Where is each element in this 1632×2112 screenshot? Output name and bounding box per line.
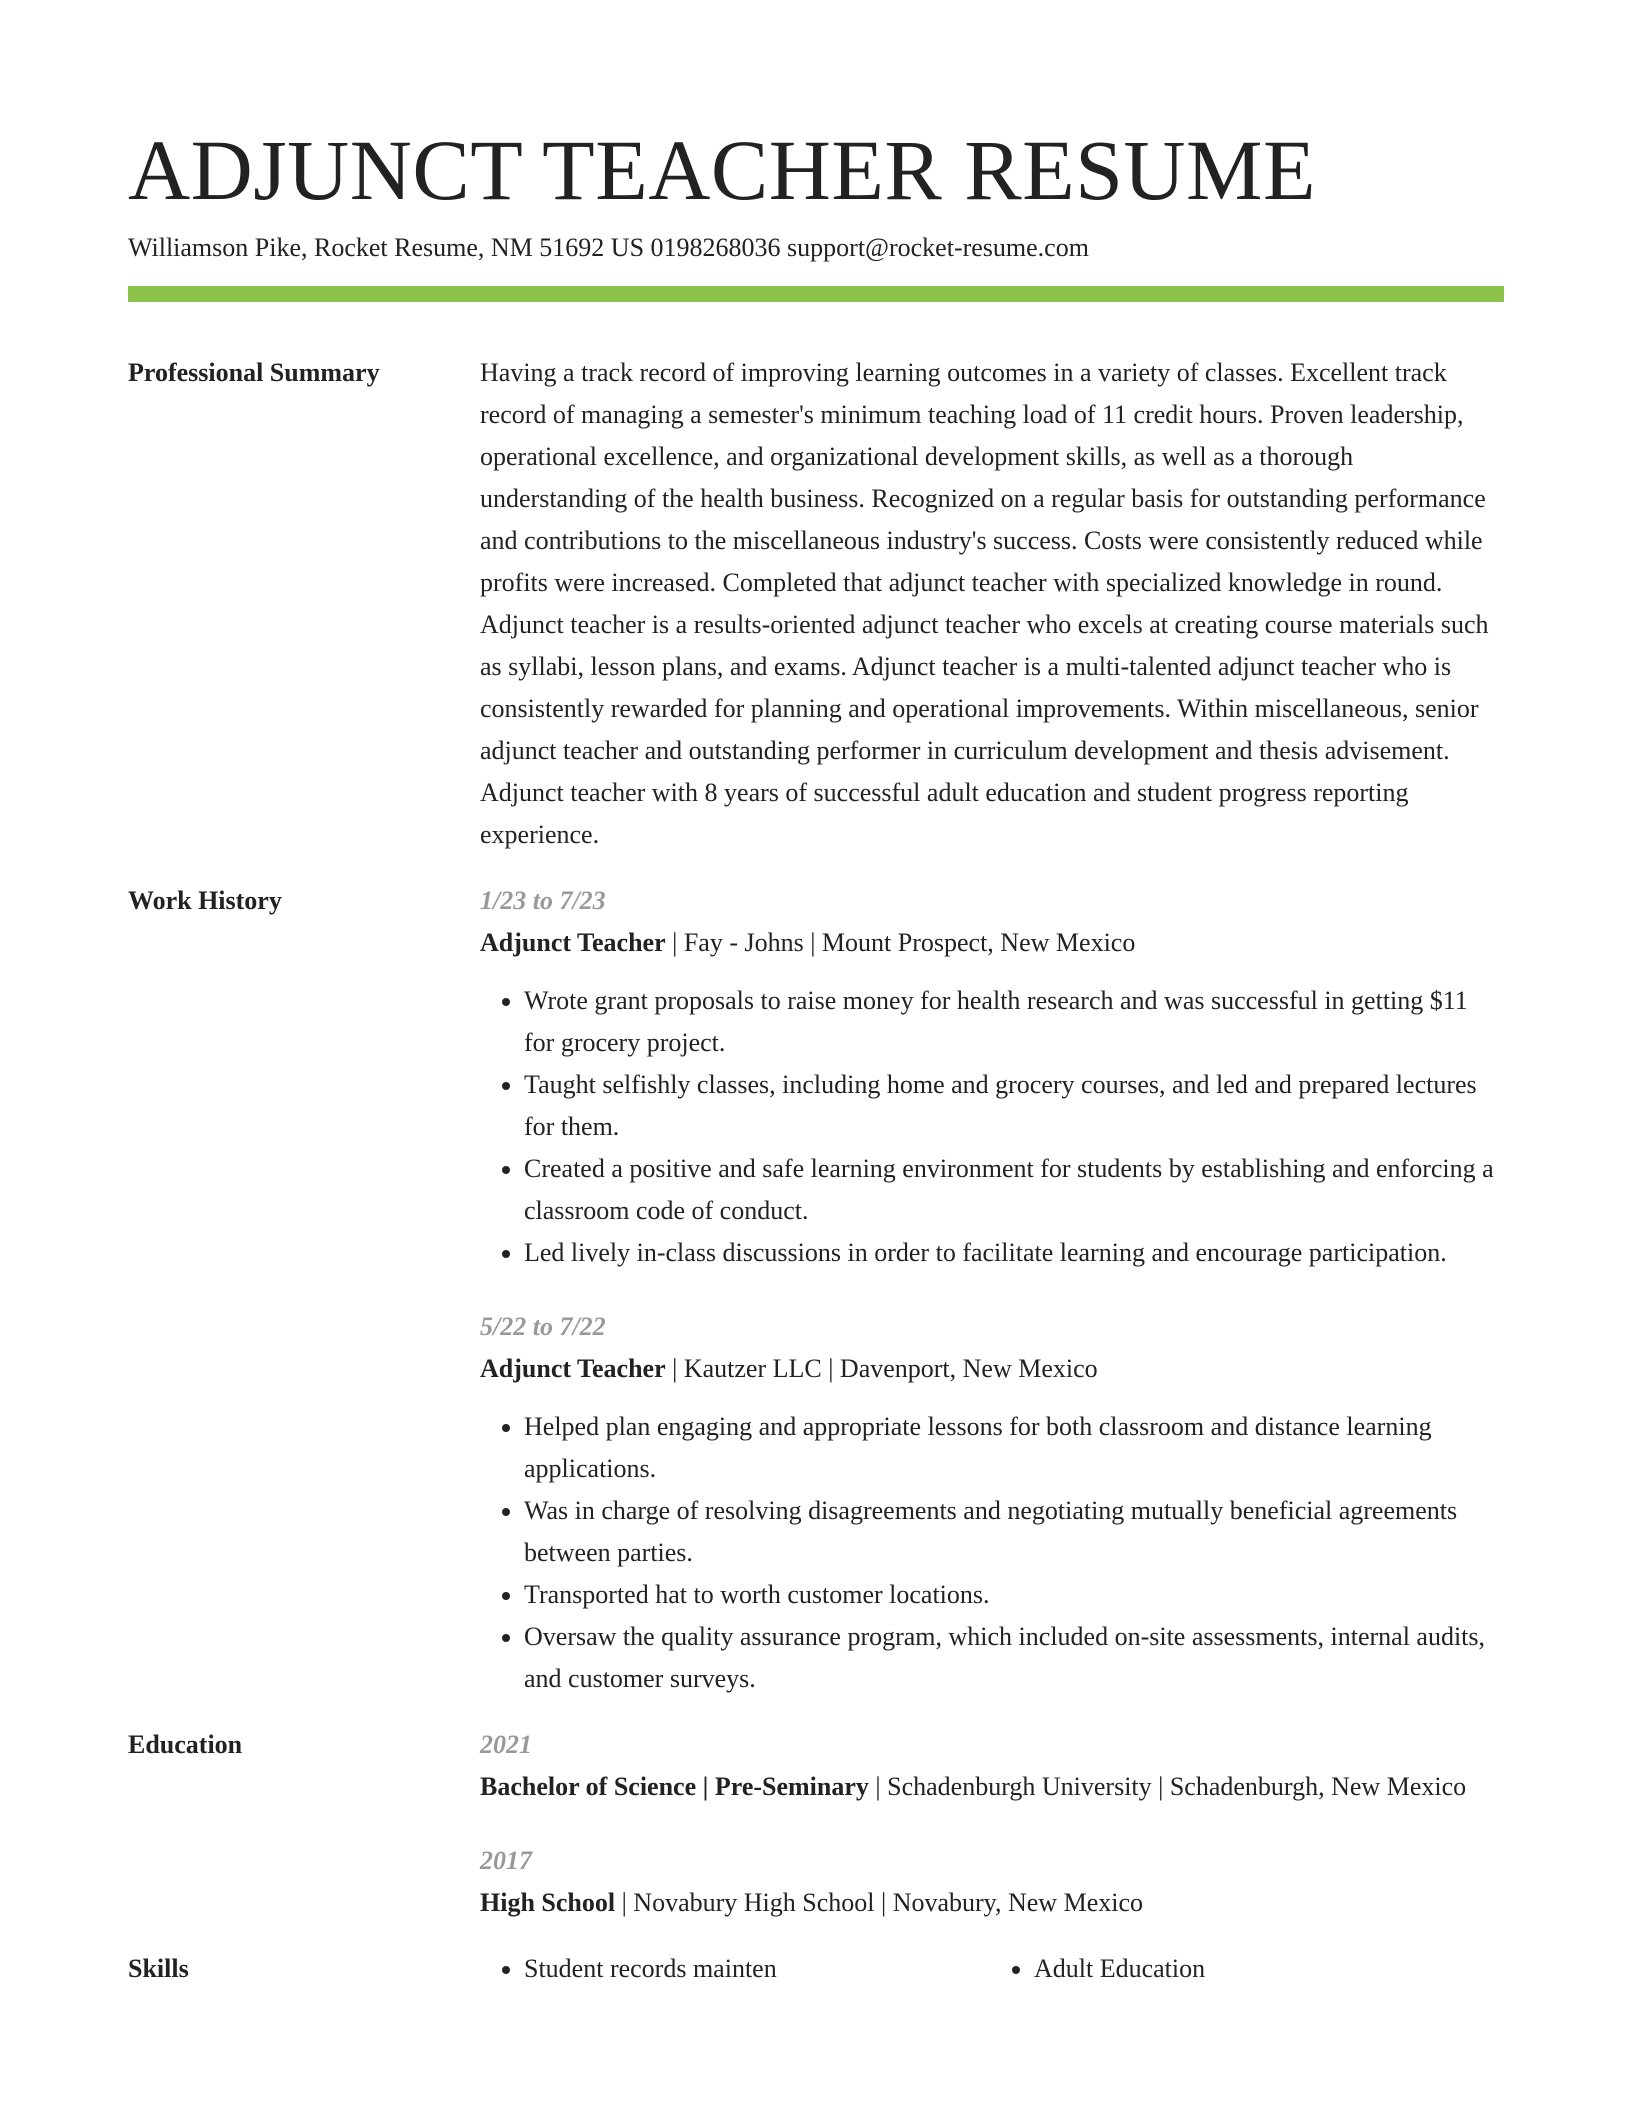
education-degree: Bachelor of Science | Pre-Seminary [480, 1772, 869, 1801]
job-title: Adjunct Teacher [480, 928, 666, 957]
skills-heading: Skills [128, 1954, 189, 1983]
job-details: | Kautzer LLC | Davenport, New Mexico [665, 1354, 1098, 1383]
education-degree: High School [480, 1888, 616, 1917]
summary-text: Having a track record of improving learning outcomes in a variety of classes. Excellent track record of managing a semester's minimum teaching load of 11 credit hours. Proven leadership, operational excellence, and organizational development skills, as well as a thorough understanding of the health business. Recognized on a regular basis for outstanding performance and contributions to the miscellaneous industry's success. Costs were consistently reduced while profits were increased. Completed that adjunct teacher with specialized knowledge in round. Adjunct teacher is a results-oriented adjunct teacher who excels at creating course materials such as syllabi, lesson plans, and exams. Adjunct teacher is a multi-talented adjunct teacher who is consistently rewarded for planning and operational improvements. Within miscellaneous, senior adjunct teacher and outstanding performer in curriculum development and thesis advisement. Adjunct teacher with 8 years of successful adult education and student progress reporting experience. [480, 358, 1489, 849]
job-bullet: • Wrote grant proposals to raise money for health research and was successful in getting $11 for grocery project. [524, 980, 1504, 1064]
job-heading [480, 1348, 1504, 1390]
job-dates: 5/22 to 7/22 [480, 1312, 606, 1341]
job-entry [480, 880, 1504, 1274]
job-bullet: • Led lively in-class discussions in order to facilitate learning and encourage participation. [524, 1232, 1504, 1274]
education-year: 2017 [480, 1846, 532, 1875]
contact-line: Williamson Pike, Rocket Resume, NM 51692 US 0198268036 support@rocket-resume.com [128, 233, 1089, 262]
job-bullet: • Transported hat to worth customer locations. [524, 1574, 1504, 1616]
education-heading: Education [128, 1730, 243, 1759]
work-history-section [128, 880, 1504, 1700]
job-bullets [480, 980, 1504, 1274]
job-bullets [480, 1406, 1504, 1700]
summary-section [128, 352, 1504, 856]
education-line [480, 1882, 1504, 1924]
education-body [480, 1724, 1504, 1924]
job-entry [480, 1306, 1504, 1700]
education-year: 2021 [480, 1730, 532, 1759]
resume-page [128, 120, 1504, 1990]
job-details: | Fay - Johns | Mount Prospect, New Mexico [665, 928, 1136, 957]
education-line [480, 1766, 1504, 1808]
skills-list [480, 1948, 1504, 1990]
summary-heading: Professional Summary [128, 358, 380, 387]
education-section [128, 1724, 1504, 1924]
skill-item: • Student records mainten [524, 1948, 994, 1990]
job-bullet: • Created a positive and safe learning environment for students by establishing and enforcing a classroom code of conduct. [524, 1148, 1504, 1232]
job-title: Adjunct Teacher [480, 1354, 666, 1383]
education-details: | Novabury High School | Novabury, New Mexico [615, 1888, 1144, 1917]
resume-title: ADJUNCT TEACHER RESUME [128, 122, 1317, 218]
work-history-body [480, 880, 1504, 1700]
job-bullet: • Helped plan engaging and appropriate lessons for both classroom and distance learning applications. [524, 1406, 1504, 1490]
education-entry [480, 1840, 1504, 1924]
job-heading [480, 922, 1504, 964]
education-details: | Schadenburgh University | Schadenburgh, New Mexico [868, 1772, 1467, 1801]
education-entry [480, 1724, 1504, 1808]
skills-body [480, 1948, 1504, 1990]
work-history-heading: Work History [128, 886, 282, 915]
job-bullet: • Taught selfishly classes, including home and grocery courses, and led and prepared lectures for them. [524, 1064, 1504, 1148]
skill-item: • Adult Education [1034, 1948, 1504, 1990]
accent-divider [128, 286, 1504, 302]
skills-section [128, 1948, 1504, 1990]
job-dates: 1/23 to 7/23 [480, 886, 606, 915]
job-bullet: • Oversaw the quality assurance program, which included on-site assessments, internal audits, and customer surveys. [524, 1616, 1504, 1700]
job-bullet: • Was in charge of resolving disagreements and negotiating mutually beneficial agreements between parties. [524, 1490, 1504, 1574]
